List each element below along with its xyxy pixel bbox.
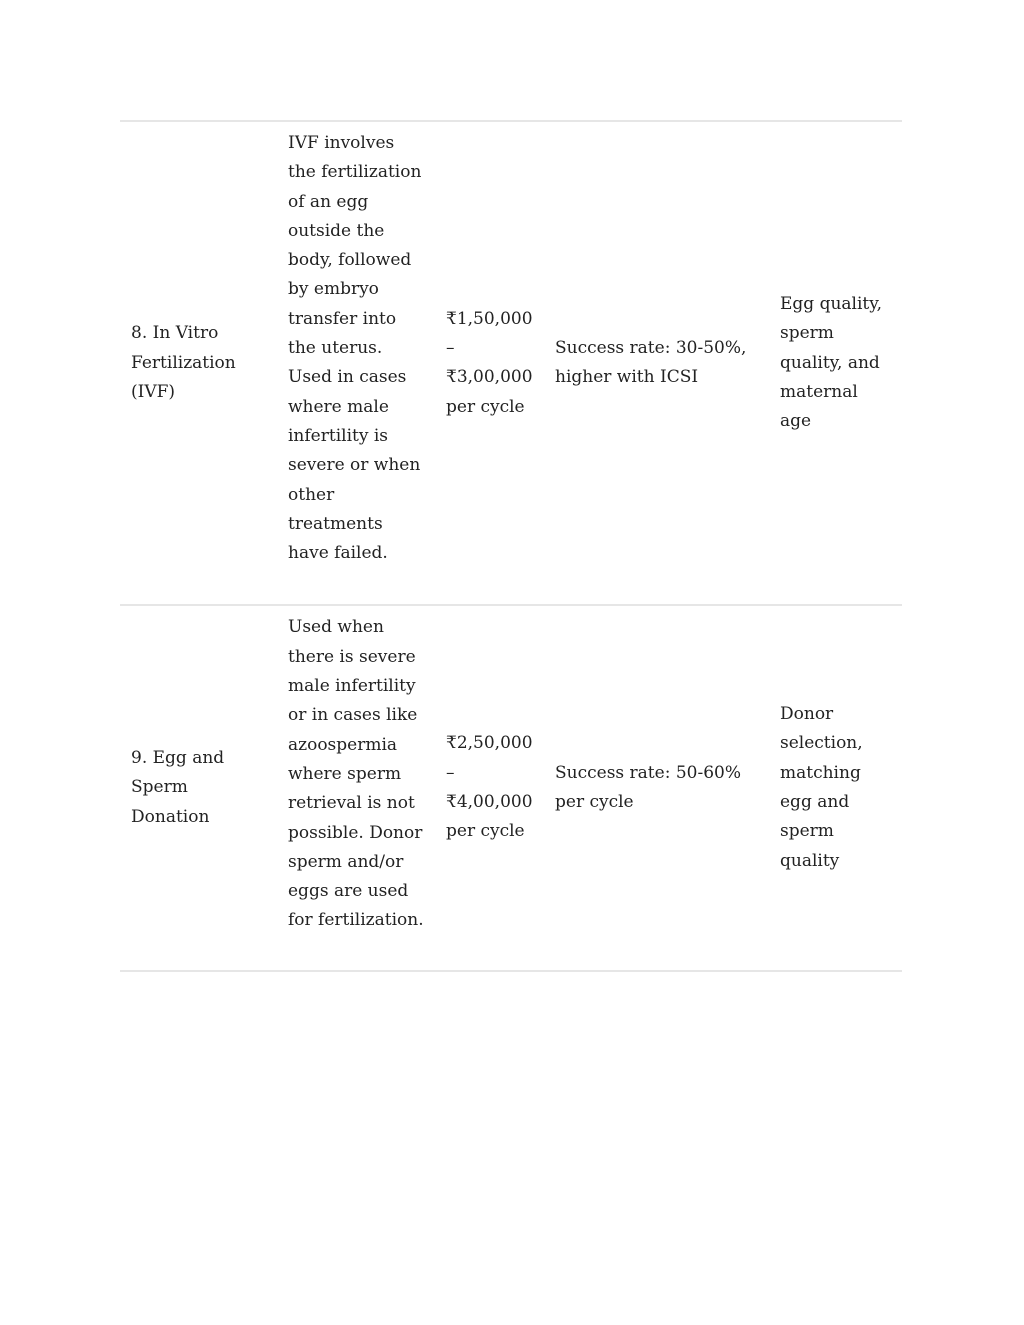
treatment-name-cell: 9. Egg and Sperm Donation [131,748,225,827]
success-rate-cell: Success rate: 50-60% per cycle [555,762,741,813]
treatment-table [120,120,902,972]
cost-separator: – [446,337,455,358]
factors-cell: Donor selection, matching egg and sperm quality [780,704,863,871]
table-row [120,121,902,605]
cost-low: ₹1,50,000 [446,308,533,329]
cost-high: ₹4,00,000 [446,792,533,813]
table-row [120,605,902,970]
cost-separator: – [446,762,455,783]
success-rate-cell: Success rate: 30-50%, higher with ICSI [555,337,747,388]
cost-unit: per cycle [446,396,525,417]
description-cell: IVF involves the fertilization of an egg outside the body, followed by embryo transfer into the uterus. Used in cases where male infertility is severe or when other treatments have failed. [288,133,422,564]
cost-high: ₹3,00,000 [446,367,533,388]
cost-low: ₹2,50,000 [446,733,533,754]
cost-cell [435,605,544,970]
description-cell: Used when there is severe male infertility or in cases like azoospermia where sperm retrieval is not possible. Donor sperm and/or eggs are used for fertilization. [288,617,424,931]
treatment-table-container [120,120,902,972]
factors-cell: Egg quality, sperm quality, and maternal age [780,293,882,432]
cost-unit: per cycle [446,821,525,842]
cost-cell [435,121,544,605]
treatment-name-cell: 8. In Vitro Fertilization (IVF) [131,323,236,402]
